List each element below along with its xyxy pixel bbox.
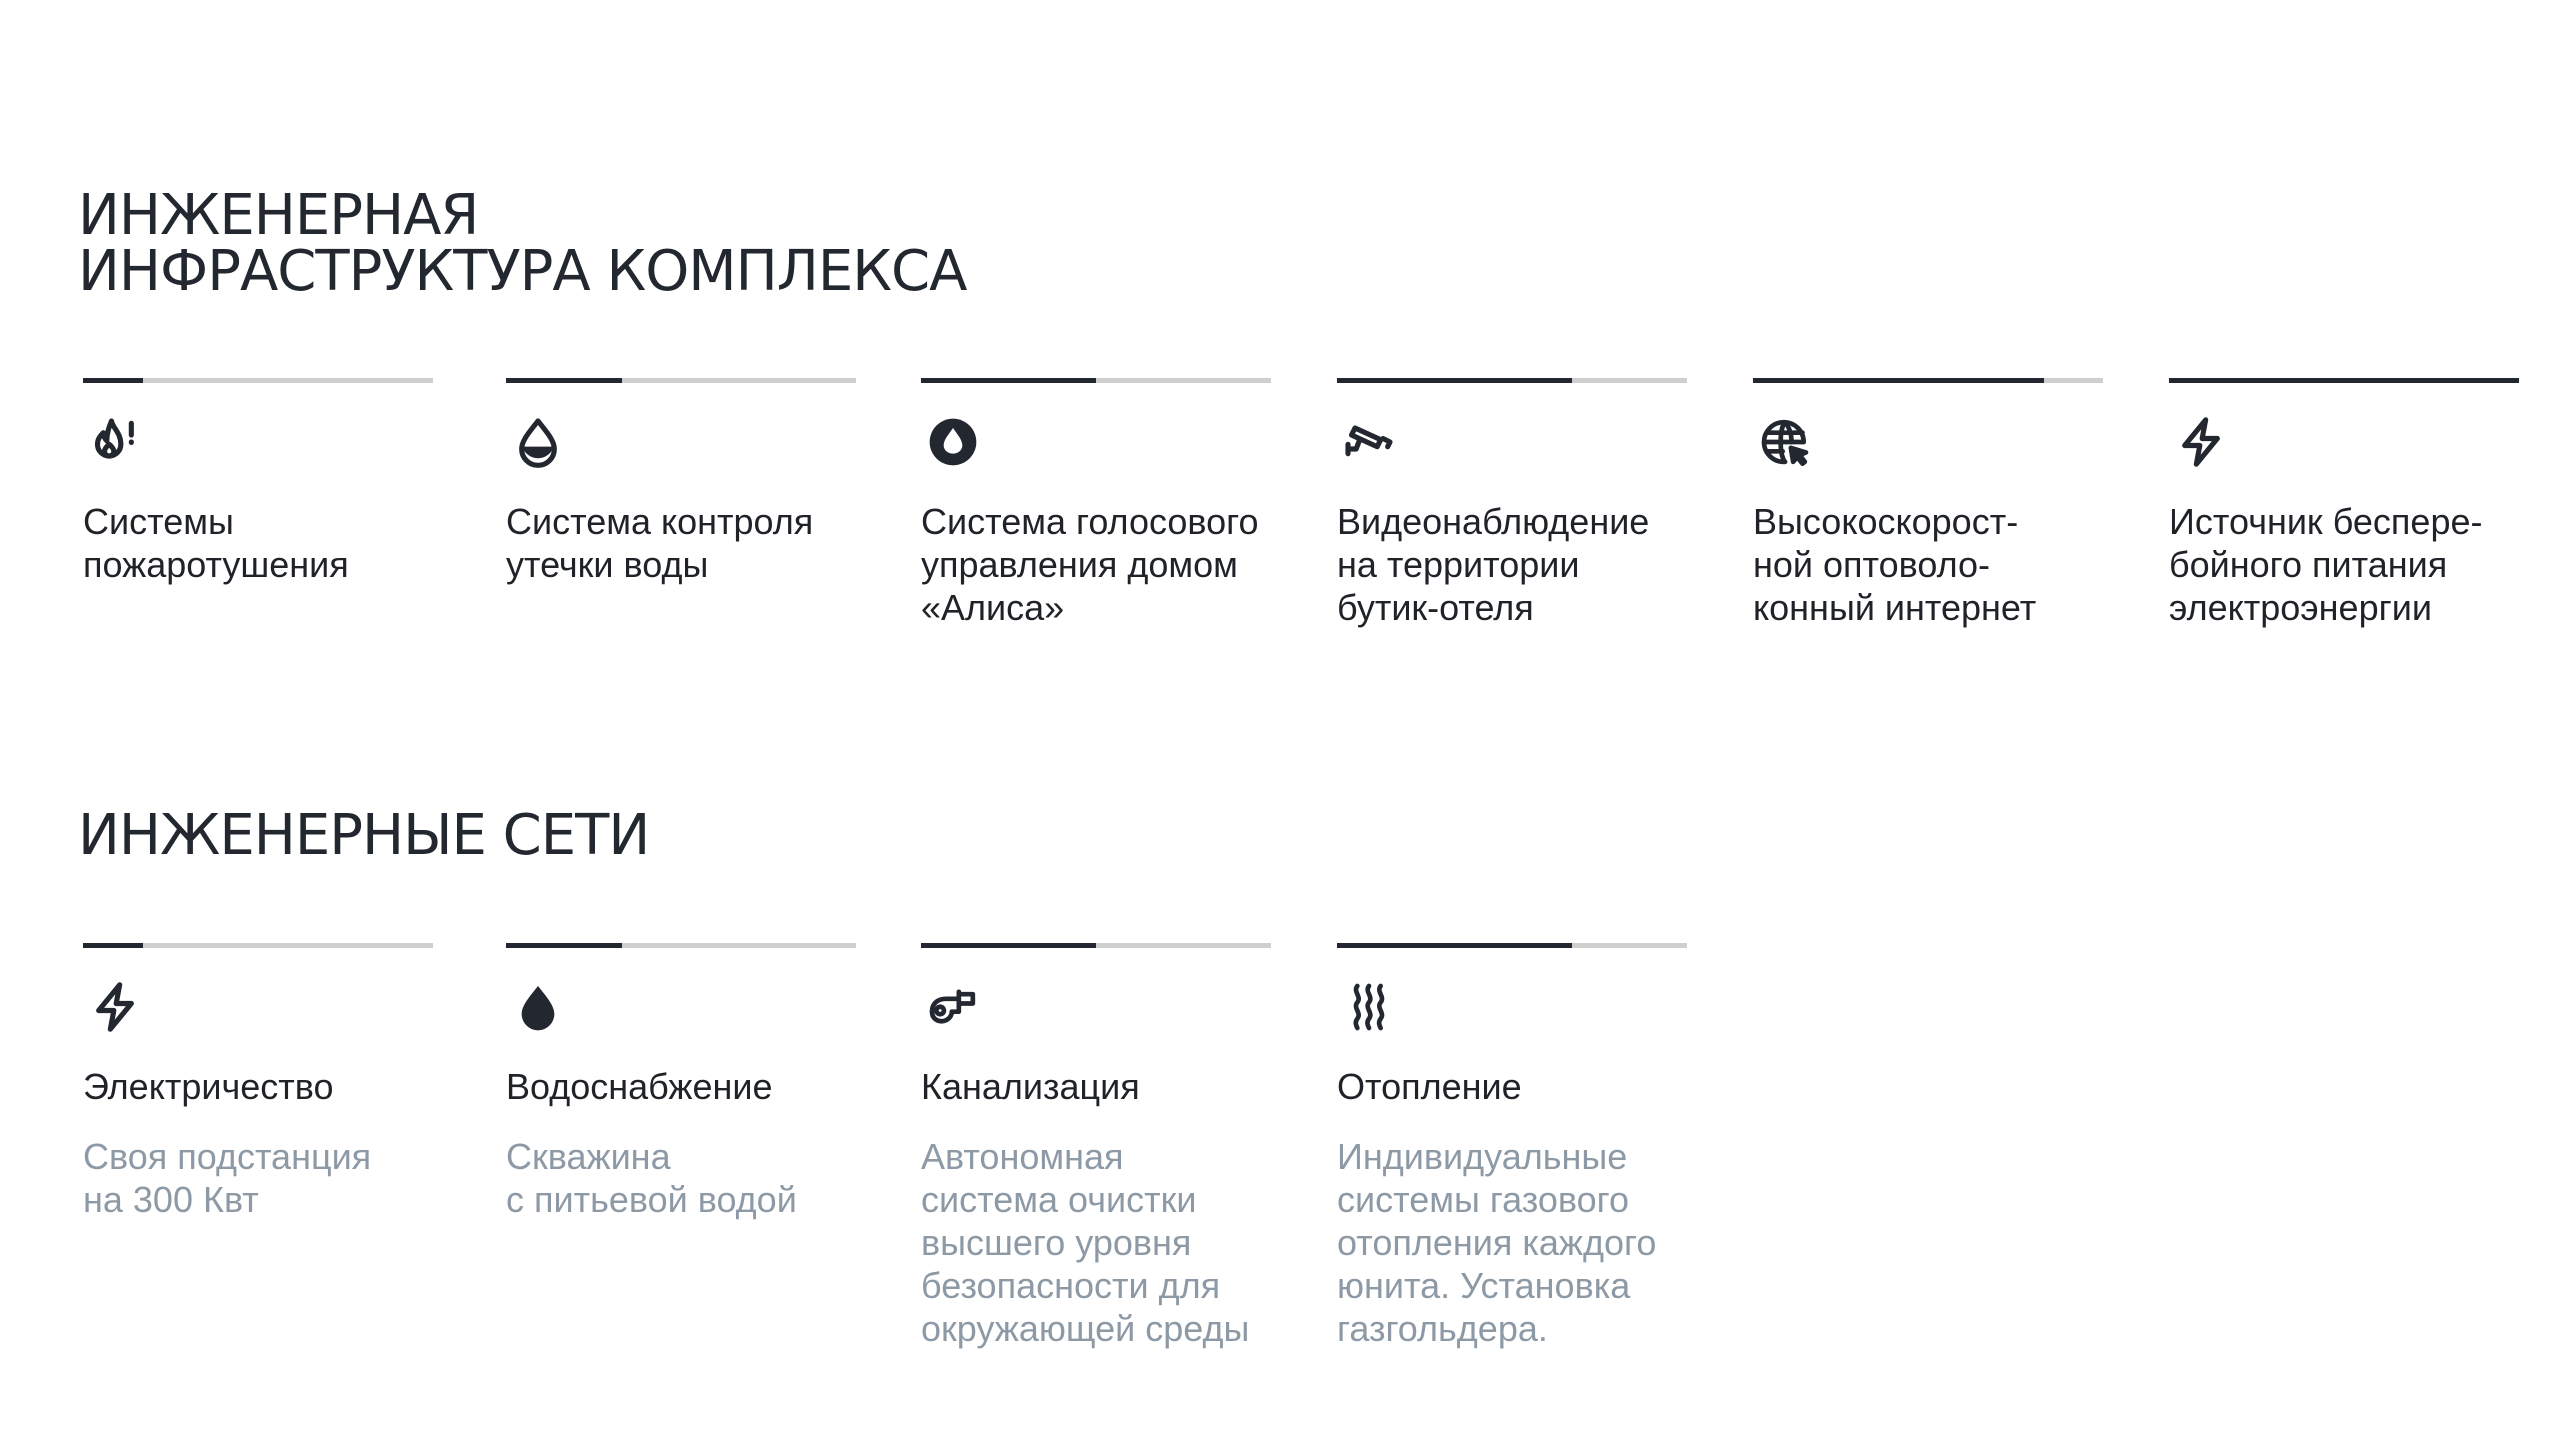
progress-bar-fill bbox=[921, 378, 1096, 383]
network-item-heating bbox=[1337, 943, 1687, 1349]
water-drop-icon bbox=[510, 979, 566, 1035]
progress-bar-fill bbox=[921, 943, 1096, 948]
progress-bar bbox=[506, 943, 856, 948]
heat-waves-icon bbox=[1341, 979, 1397, 1035]
network-item-label: Водоснабжение bbox=[506, 1066, 773, 1107]
infrastructure-item-ups bbox=[2169, 378, 2519, 628]
progress-bar-fill bbox=[506, 943, 622, 948]
progress-bar-fill bbox=[1337, 378, 1572, 383]
section-title-infrastructure: ИНЖЕНЕРНАЯ ИНФРАСТРУКТУРА КОМПЛЕКСА bbox=[78, 183, 967, 304]
progress-bar bbox=[1337, 378, 1687, 383]
water-drop-half-icon bbox=[510, 414, 566, 470]
progress-bar-fill bbox=[1337, 943, 1572, 948]
infrastructure-item-label: Высокоскорост- ной оптоволо- конный интернет bbox=[1753, 501, 2037, 628]
progress-bar bbox=[921, 378, 1271, 383]
infrastructure-item-label: Системы пожаротушения bbox=[83, 501, 349, 585]
progress-bar-fill bbox=[83, 943, 143, 948]
network-item-label: Электричество bbox=[83, 1066, 334, 1107]
infrastructure-item-cctv bbox=[1337, 378, 1687, 628]
network-item-description: Автономная система очистки высшего уровня безопасности для окружающей среды bbox=[921, 1136, 1250, 1349]
network-item-electricity bbox=[83, 943, 433, 1220]
infrastructure-item-water-leak bbox=[506, 378, 856, 585]
alice-assistant-icon bbox=[925, 414, 981, 470]
section-title-networks: ИНЖЕНЕРНЫЕ СЕТИ bbox=[78, 803, 650, 868]
cctv-camera-icon bbox=[1341, 414, 1397, 470]
progress-bar bbox=[83, 378, 433, 383]
lightning-icon bbox=[87, 979, 143, 1035]
progress-bar bbox=[1337, 943, 1687, 948]
globe-cursor-icon bbox=[1757, 414, 1813, 470]
infrastructure-item-label: Источник беспере- бойного питания электроэнергии bbox=[2169, 501, 2483, 628]
progress-bar bbox=[506, 378, 856, 383]
progress-bar bbox=[2169, 378, 2519, 383]
sewer-pipe-icon bbox=[925, 979, 981, 1035]
infrastructure-item-alice bbox=[921, 378, 1271, 628]
progress-bar bbox=[1753, 378, 2103, 383]
progress-bar-fill bbox=[1753, 378, 2044, 383]
progress-bar-fill bbox=[83, 378, 143, 383]
network-item-description: Своя подстанция на 300 Квт bbox=[83, 1136, 372, 1220]
network-item-water-supply bbox=[506, 943, 856, 1220]
network-item-sewerage bbox=[921, 943, 1271, 1349]
network-item-description: Индивидуальные системы газового отопления каждого юнита. Установка газгольдера. bbox=[1337, 1136, 1657, 1349]
infrastructure-item-internet bbox=[1753, 378, 2103, 628]
progress-bar-fill bbox=[506, 378, 622, 383]
progress-bar bbox=[921, 943, 1271, 948]
infrastructure-item-label: Видеонаблюдение на территории бутик-отеля bbox=[1337, 501, 1650, 628]
infrastructure-item-label: Система контроля утечки воды bbox=[506, 501, 814, 585]
fire-alert-icon bbox=[87, 414, 143, 470]
network-item-label: Отопление bbox=[1337, 1066, 1522, 1107]
infrastructure-item-label: Система голосового управления домом «Алиса» bbox=[921, 501, 1259, 628]
progress-bar bbox=[83, 943, 433, 948]
progress-bar-fill bbox=[2169, 378, 2519, 383]
network-item-description: Скважина с питьевой водой bbox=[506, 1136, 797, 1220]
infrastructure-item-fire bbox=[83, 378, 433, 585]
lightning-icon bbox=[2173, 414, 2229, 470]
network-item-label: Канализация bbox=[921, 1066, 1140, 1107]
